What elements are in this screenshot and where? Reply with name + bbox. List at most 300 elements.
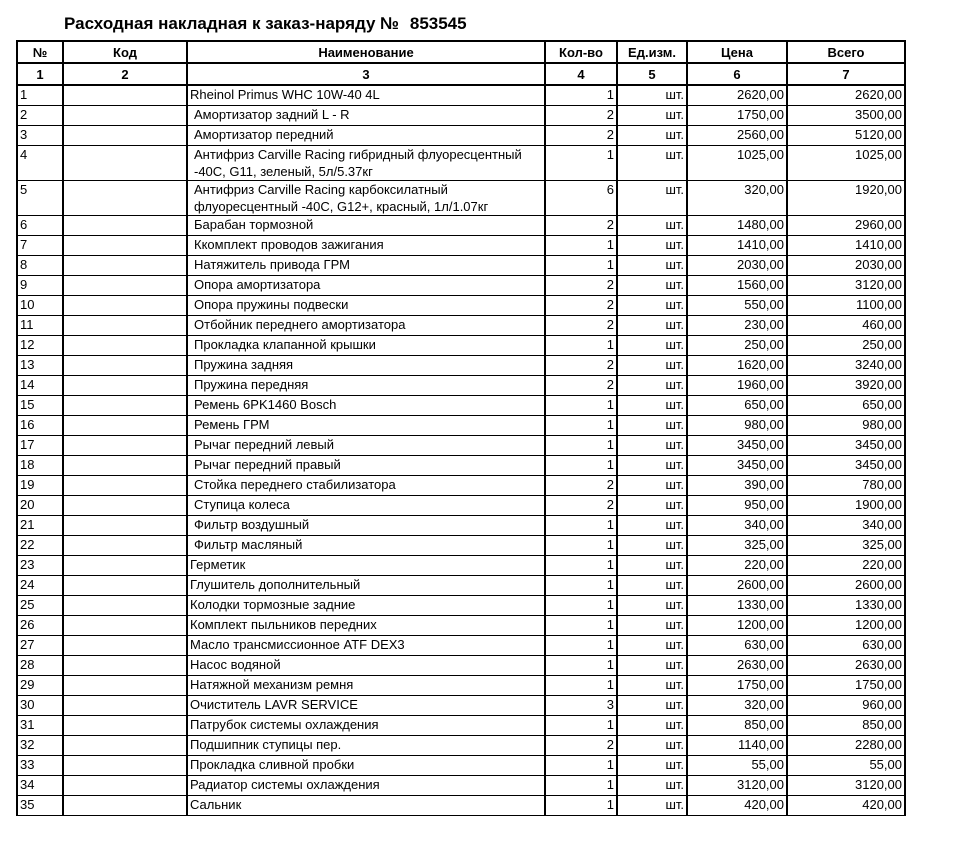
row-total: 3240,00 <box>787 356 905 376</box>
row-code <box>63 796 187 816</box>
row-qty: 1 <box>545 416 617 436</box>
row-unit: шт. <box>617 396 687 416</box>
row-qty: 1 <box>545 616 617 636</box>
row-price: 320,00 <box>687 696 787 716</box>
row-total: 3450,00 <box>787 436 905 456</box>
row-unit: шт. <box>617 656 687 676</box>
row-price: 3450,00 <box>687 436 787 456</box>
row-no: 23 <box>17 556 63 576</box>
row-no: 31 <box>17 716 63 736</box>
row-name: Ремень ГРМ <box>187 416 545 436</box>
row-no: 20 <box>17 496 63 516</box>
row-total: 1200,00 <box>787 616 905 636</box>
document-title-text: Расходная накладная к заказ-наряду № <box>64 14 400 33</box>
row-total: 2600,00 <box>787 576 905 596</box>
row-no: 9 <box>17 276 63 296</box>
header-qty: Кол-во <box>545 41 617 63</box>
row-qty: 1 <box>545 536 617 556</box>
table-row <box>17 276 905 296</box>
row-code <box>63 216 187 236</box>
row-code <box>63 456 187 476</box>
row-total: 2960,00 <box>787 216 905 236</box>
row-qty: 1 <box>545 716 617 736</box>
row-total: 3450,00 <box>787 456 905 476</box>
table-row <box>17 516 905 536</box>
row-code <box>63 596 187 616</box>
row-no: 28 <box>17 656 63 676</box>
row-price: 1560,00 <box>687 276 787 296</box>
row-qty: 2 <box>545 376 617 396</box>
row-no: 11 <box>17 316 63 336</box>
row-total: 325,00 <box>787 536 905 556</box>
row-code <box>63 356 187 376</box>
row-name: Ккомплект проводов зажигания <box>187 236 545 256</box>
row-name: Очиститель LAVR SERVICE <box>187 696 545 716</box>
row-qty: 1 <box>545 596 617 616</box>
row-code <box>63 616 187 636</box>
row-name: Барабан тормозной <box>187 216 545 236</box>
row-name: Патрубок системы охлаждения <box>187 716 545 736</box>
row-code <box>63 416 187 436</box>
row-no: 16 <box>17 416 63 436</box>
row-no: 12 <box>17 336 63 356</box>
row-code <box>63 106 187 126</box>
row-unit: шт. <box>617 85 687 106</box>
row-no: 25 <box>17 596 63 616</box>
row-code <box>63 676 187 696</box>
row-code <box>63 716 187 736</box>
row-qty: 2 <box>545 496 617 516</box>
row-qty: 1 <box>545 516 617 536</box>
row-name: Rheinol Primus WHC 10W-40 4L <box>187 85 545 106</box>
row-code <box>63 556 187 576</box>
row-price: 630,00 <box>687 636 787 656</box>
header-row <box>17 41 905 63</box>
row-price: 950,00 <box>687 496 787 516</box>
row-name: Радиатор системы охлаждения <box>187 776 545 796</box>
row-code <box>63 436 187 456</box>
row-name: Ступица колеса <box>187 496 545 516</box>
row-qty: 1 <box>545 396 617 416</box>
row-code <box>63 636 187 656</box>
row-price: 250,00 <box>687 336 787 356</box>
row-price: 3120,00 <box>687 776 787 796</box>
row-qty: 2 <box>545 736 617 756</box>
row-total: 3120,00 <box>787 276 905 296</box>
row-name: Отбойник переднего амортизатора <box>187 316 545 336</box>
row-unit: шт. <box>617 616 687 636</box>
row-price: 1480,00 <box>687 216 787 236</box>
table-row <box>17 396 905 416</box>
row-total: 250,00 <box>787 336 905 356</box>
table-row <box>17 126 905 146</box>
row-unit: шт. <box>617 316 687 336</box>
row-qty: 2 <box>545 296 617 316</box>
row-name: Рычаг передний правый <box>187 456 545 476</box>
table-row <box>17 696 905 716</box>
row-total: 780,00 <box>787 476 905 496</box>
table-row <box>17 676 905 696</box>
row-name: Фильтр воздушный <box>187 516 545 536</box>
row-total: 2280,00 <box>787 736 905 756</box>
row-code <box>63 336 187 356</box>
table-row <box>17 236 905 256</box>
row-qty: 1 <box>545 576 617 596</box>
row-unit: шт. <box>617 216 687 236</box>
row-price: 230,00 <box>687 316 787 336</box>
row-code <box>63 296 187 316</box>
row-total: 3500,00 <box>787 106 905 126</box>
header-price: Цена <box>687 41 787 63</box>
row-total: 850,00 <box>787 716 905 736</box>
table-row <box>17 216 905 236</box>
row-code <box>63 516 187 536</box>
invoice-rows <box>17 85 905 816</box>
row-qty: 2 <box>545 276 617 296</box>
row-total: 3120,00 <box>787 776 905 796</box>
row-total: 460,00 <box>787 316 905 336</box>
table-row <box>17 736 905 756</box>
row-total: 340,00 <box>787 516 905 536</box>
row-unit: шт. <box>617 181 687 216</box>
row-code <box>63 656 187 676</box>
row-no: 17 <box>17 436 63 456</box>
row-unit: шт. <box>617 596 687 616</box>
row-unit: шт. <box>617 496 687 516</box>
row-unit: шт. <box>617 236 687 256</box>
colnum-7: 7 <box>787 63 905 85</box>
table-row <box>17 536 905 556</box>
row-no: 35 <box>17 796 63 816</box>
row-qty: 1 <box>545 146 617 181</box>
row-qty: 1 <box>545 336 617 356</box>
row-unit: шт. <box>617 106 687 126</box>
row-no: 5 <box>17 181 63 216</box>
row-total: 1750,00 <box>787 676 905 696</box>
row-name: Комплект пыльников передних <box>187 616 545 636</box>
row-qty: 1 <box>545 636 617 656</box>
row-unit: шт. <box>617 416 687 436</box>
table-row <box>17 476 905 496</box>
row-price: 1620,00 <box>687 356 787 376</box>
row-no: 4 <box>17 146 63 181</box>
invoice-table <box>16 40 906 816</box>
row-code <box>63 126 187 146</box>
row-name: Натяжитель привода ГРМ <box>187 256 545 276</box>
table-row <box>17 416 905 436</box>
table-row <box>17 496 905 516</box>
row-code <box>63 496 187 516</box>
row-unit: шт. <box>617 776 687 796</box>
row-price: 2600,00 <box>687 576 787 596</box>
row-unit: шт. <box>617 456 687 476</box>
row-total: 1330,00 <box>787 596 905 616</box>
row-name: Опора пружины подвески <box>187 296 545 316</box>
row-code <box>63 396 187 416</box>
row-no: 26 <box>17 616 63 636</box>
row-total: 1410,00 <box>787 236 905 256</box>
row-total: 220,00 <box>787 556 905 576</box>
row-price: 325,00 <box>687 536 787 556</box>
row-no: 24 <box>17 576 63 596</box>
row-code <box>63 536 187 556</box>
table-row <box>17 796 905 816</box>
row-price: 2560,00 <box>687 126 787 146</box>
row-total: 5120,00 <box>787 126 905 146</box>
row-unit: шт. <box>617 636 687 656</box>
table-row <box>17 576 905 596</box>
colnum-5: 5 <box>617 63 687 85</box>
row-total: 650,00 <box>787 396 905 416</box>
colnum-4: 4 <box>545 63 617 85</box>
row-price: 2630,00 <box>687 656 787 676</box>
row-qty: 1 <box>545 456 617 476</box>
row-qty: 1 <box>545 756 617 776</box>
row-name: Натяжной механизм ремня <box>187 676 545 696</box>
row-name: Опора амортизатора <box>187 276 545 296</box>
row-qty: 1 <box>545 796 617 816</box>
table-row <box>17 316 905 336</box>
row-qty: 2 <box>545 126 617 146</box>
row-qty: 2 <box>545 216 617 236</box>
row-total: 630,00 <box>787 636 905 656</box>
row-unit: шт. <box>617 676 687 696</box>
row-unit: шт. <box>617 276 687 296</box>
row-unit: шт. <box>617 296 687 316</box>
row-no: 14 <box>17 376 63 396</box>
row-name: Антифриз Carville Racing карбоксилатный флуоресцентный -40С, G12+, красный, 1л/1.07кг <box>187 181 545 216</box>
row-unit: шт. <box>617 716 687 736</box>
row-price: 1410,00 <box>687 236 787 256</box>
row-unit: шт. <box>617 126 687 146</box>
row-no: 15 <box>17 396 63 416</box>
colnum-1: 1 <box>17 63 63 85</box>
row-price: 3450,00 <box>687 456 787 476</box>
row-qty: 1 <box>545 236 617 256</box>
colnum-3: 3 <box>187 63 545 85</box>
row-code <box>63 85 187 106</box>
row-code <box>63 776 187 796</box>
row-unit: шт. <box>617 796 687 816</box>
table-row <box>17 296 905 316</box>
row-code <box>63 476 187 496</box>
row-no: 1 <box>17 85 63 106</box>
row-qty: 1 <box>545 656 617 676</box>
row-price: 980,00 <box>687 416 787 436</box>
row-code <box>63 181 187 216</box>
row-qty: 1 <box>545 85 617 106</box>
row-unit: шт. <box>617 436 687 456</box>
row-qty: 2 <box>545 476 617 496</box>
row-qty: 2 <box>545 356 617 376</box>
row-total: 960,00 <box>787 696 905 716</box>
row-name: Подшипник ступицы пер. <box>187 736 545 756</box>
row-qty: 6 <box>545 181 617 216</box>
row-name: Насос водяной <box>187 656 545 676</box>
table-row <box>17 776 905 796</box>
row-no: 19 <box>17 476 63 496</box>
row-price: 2030,00 <box>687 256 787 276</box>
row-unit: шт. <box>617 736 687 756</box>
row-qty: 1 <box>545 776 617 796</box>
table-row <box>17 456 905 476</box>
colnum-6: 6 <box>687 63 787 85</box>
row-unit: шт. <box>617 336 687 356</box>
row-code <box>63 736 187 756</box>
table-row <box>17 356 905 376</box>
row-qty: 1 <box>545 556 617 576</box>
row-qty: 2 <box>545 316 617 336</box>
row-no: 22 <box>17 536 63 556</box>
table-row <box>17 256 905 276</box>
row-name: Глушитель дополнительный <box>187 576 545 596</box>
row-unit: шт. <box>617 356 687 376</box>
row-code <box>63 576 187 596</box>
row-qty: 1 <box>545 676 617 696</box>
header-no: № <box>17 41 63 63</box>
row-no: 8 <box>17 256 63 276</box>
column-number-row <box>17 63 905 85</box>
row-no: 34 <box>17 776 63 796</box>
row-name: Антифриз Carville Racing гибридный флуоресцентный -40С, G11, зеленый, 5л/5.37кг <box>187 146 545 181</box>
table-row <box>17 146 905 181</box>
row-qty: 1 <box>545 436 617 456</box>
colnum-2: 2 <box>63 63 187 85</box>
row-price: 1750,00 <box>687 676 787 696</box>
row-code <box>63 146 187 181</box>
row-price: 390,00 <box>687 476 787 496</box>
table-row <box>17 85 905 106</box>
row-qty: 3 <box>545 696 617 716</box>
row-unit: шт. <box>617 756 687 776</box>
row-name: Пружина передняя <box>187 376 545 396</box>
row-total: 3920,00 <box>787 376 905 396</box>
row-name: Прокладка сливной пробки <box>187 756 545 776</box>
row-name: Прокладка клапанной крышки <box>187 336 545 356</box>
table-row <box>17 596 905 616</box>
row-unit: шт. <box>617 516 687 536</box>
row-unit: шт. <box>617 376 687 396</box>
table-row <box>17 636 905 656</box>
row-no: 6 <box>17 216 63 236</box>
row-unit: шт. <box>617 256 687 276</box>
row-total: 55,00 <box>787 756 905 776</box>
header-name: Наименование <box>187 41 545 63</box>
row-name: Стойка переднего стабилизатора <box>187 476 545 496</box>
row-code <box>63 276 187 296</box>
table-row <box>17 716 905 736</box>
row-total: 1900,00 <box>787 496 905 516</box>
row-unit: шт. <box>617 146 687 181</box>
row-total: 980,00 <box>787 416 905 436</box>
row-price: 1140,00 <box>687 736 787 756</box>
row-price: 1025,00 <box>687 146 787 181</box>
row-price: 1750,00 <box>687 106 787 126</box>
row-no: 2 <box>17 106 63 126</box>
row-code <box>63 376 187 396</box>
row-name: Фильтр масляный <box>187 536 545 556</box>
row-unit: шт. <box>617 576 687 596</box>
header-total: Всего <box>787 41 905 63</box>
row-name: Пружина задняя <box>187 356 545 376</box>
row-name: Сальник <box>187 796 545 816</box>
row-no: 33 <box>17 756 63 776</box>
row-total: 1025,00 <box>787 146 905 181</box>
row-qty: 2 <box>545 106 617 126</box>
row-qty: 1 <box>545 256 617 276</box>
row-no: 13 <box>17 356 63 376</box>
row-no: 10 <box>17 296 63 316</box>
row-total: 2630,00 <box>787 656 905 676</box>
row-no: 29 <box>17 676 63 696</box>
row-no: 18 <box>17 456 63 476</box>
table-row <box>17 756 905 776</box>
header-code: Код <box>63 41 187 63</box>
row-price: 1330,00 <box>687 596 787 616</box>
table-row <box>17 106 905 126</box>
table-row <box>17 436 905 456</box>
table-row <box>17 336 905 356</box>
row-code <box>63 316 187 336</box>
row-no: 27 <box>17 636 63 656</box>
row-total: 2620,00 <box>787 85 905 106</box>
row-unit: шт. <box>617 696 687 716</box>
row-name: Масло трансмиссионное ATF DEX3 <box>187 636 545 656</box>
row-name: Ремень 6PK1460 Bosch <box>187 396 545 416</box>
row-price: 850,00 <box>687 716 787 736</box>
order-number: 853545 <box>409 14 467 33</box>
table-row <box>17 656 905 676</box>
document-title <box>64 14 467 34</box>
row-total: 1920,00 <box>787 181 905 216</box>
row-total: 2030,00 <box>787 256 905 276</box>
row-no: 3 <box>17 126 63 146</box>
row-name: Амортизатор задний L - R <box>187 106 545 126</box>
row-unit: шт. <box>617 556 687 576</box>
row-name: Амортизатор передний <box>187 126 545 146</box>
table-row <box>17 556 905 576</box>
row-no: 32 <box>17 736 63 756</box>
row-total: 420,00 <box>787 796 905 816</box>
row-price: 550,00 <box>687 296 787 316</box>
row-price: 650,00 <box>687 396 787 416</box>
row-unit: шт. <box>617 536 687 556</box>
row-price: 55,00 <box>687 756 787 776</box>
row-code <box>63 236 187 256</box>
row-no: 21 <box>17 516 63 536</box>
row-price: 1200,00 <box>687 616 787 636</box>
table-row <box>17 181 905 216</box>
row-name: Рычаг передний левый <box>187 436 545 456</box>
row-price: 2620,00 <box>687 85 787 106</box>
row-code <box>63 756 187 776</box>
row-price: 420,00 <box>687 796 787 816</box>
row-total: 1100,00 <box>787 296 905 316</box>
row-unit: шт. <box>617 476 687 496</box>
row-no: 7 <box>17 236 63 256</box>
row-code <box>63 696 187 716</box>
row-name: Герметик <box>187 556 545 576</box>
row-price: 320,00 <box>687 181 787 216</box>
row-name: Колодки тормозные задние <box>187 596 545 616</box>
table-row <box>17 376 905 396</box>
table-row <box>17 616 905 636</box>
row-price: 1960,00 <box>687 376 787 396</box>
row-no: 30 <box>17 696 63 716</box>
row-price: 340,00 <box>687 516 787 536</box>
row-price: 220,00 <box>687 556 787 576</box>
row-code <box>63 256 187 276</box>
